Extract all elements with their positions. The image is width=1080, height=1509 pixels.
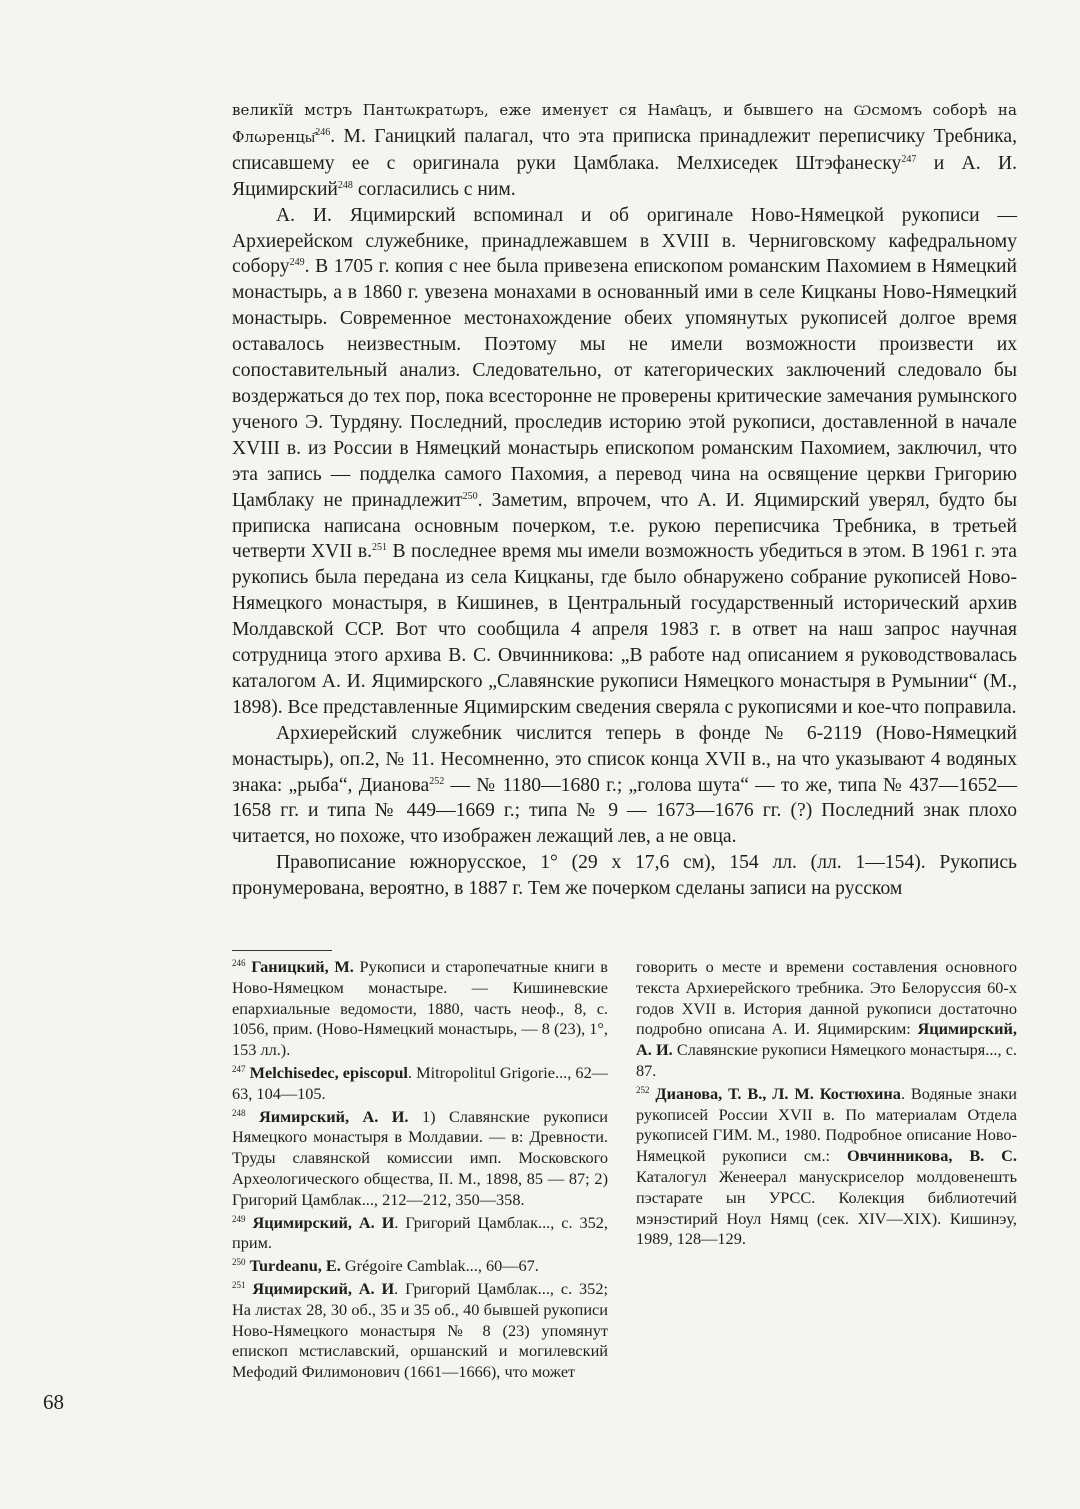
paragraph-4: Правописание южнорусское, 1° (29 х 17,6 см), 154 лл. (лл. 1—154). Рукопись пронумерована, вероятно, в 1887 г. Тем же почерком сделаны записи на русском	[232, 852, 1017, 900]
footnote-ref-250: 250	[462, 490, 478, 502]
footnotes-right-column	[636, 957, 1017, 1252]
footnote-248: $^{248}$ Яимирский, А. И. 1) Славянские рукописи Нямецкого монастыря в Молдавии. — в: Древности. Труды славянской комиссии имп. Московского Археологического общества, II. М., 1898, 85 — 87; 2) Григорий Цамблак..., 212—212, 350—358.	[232, 1106, 608, 1209]
footnote-separator	[232, 950, 332, 951]
page-number: 68	[43, 1390, 64, 1414]
footnotes-left-column	[232, 957, 608, 1385]
slavonic-inscription: великїй мстръ Пантωкратωръ, еже именуєт ся Нам҄ацъ, и бывшего на Ѡсмомъ соборѣ на Флωренцы҄	[232, 101, 1017, 146]
footnote-251-continued: говорить о месте и времени составления основного текста Архиерейского требника. Это Белоруссия 60-х годов XVII в. История данной рукописи достаточно подробно описана А. И. Яцимирским: Яцимирский, А. И. Славянские рукописи Нямецкого монастыря..., с. 87.	[636, 957, 1017, 1080]
footnote-251: $^{251}$ Яцимирский, А. И. Григорий Цамблак..., с. 352; На листах 28, 30 об., 35 и 35 об., 40 бывшей рукописи Ново-Нямецкого монастыря № 8 (23) упомянут епископ мстиславский, оршанский и могилевский Мефодий Филимонович (1661—1666), что может	[232, 1278, 608, 1382]
footnote-ref-247: 247	[901, 153, 917, 165]
footnote-250: $^{250}$ Turdeanu, E. Grégoire Camblak..., 60—67.	[232, 1256, 539, 1276]
footnote-249: $^{249}$ Яцимирский, А. И. Григорий Цамблак..., с. 352, прим.	[232, 1212, 608, 1253]
paragraph-2: А. И. Яцимирский вспоминал и об оригинале Ново-Нямецкой рукописи — Архиерейском служебнике, принадлежавшем в XVIII в. Черниговскому кафедральному собору$^{249}$. В 1705 г. копия с нее была привезена епископом романским Пахомием в Нямецкий монастырь, а в 1860 г. увезена монахами в основанный ими в селе Кицканы Ново-Нямецкий монастырь. Современное местонахождение обеих упомянутых рукописей долгое время оставалось неизвестным. Поэтому мы не имели возможности произвести их сопоставительный анализ. Следовательно, от категорических заключений следовало бы воздержаться до тех пор, пока всесторонне не проверены критические замечания румынского ученого Э. Турдяну. Последний, проследив историю этой рукописи, доставленной в начале XVIII в. из России в Нямецкий монастырь епископом романским Пахомием, заключил, что эта запись — подделка самого Пахомия, а перевод чина на освящение церкви Григорию Цамблаку не принадлежит$^{250}$. Заметим, впрочем, что А. И. Яцимирский уверял, будто бы приписка написана основным почерком, т.е. рукою переписчика Требника, в третьей четверти XVII в.$^{251}$ В последнее время мы имели возможность убедиться в этом. В 1961 г. эта рукопись была передана из села Кицканы, где было обнаружено собрание рукописей Ново-Нямецкого монастыря, в Кишинев, в Центральный государственный исторический архив Молдавской ССР. Вот что сообщила 4 апреля 1983 г. в ответ на наш запрос научная сотрудница этого архива В. С. Овчинникова: „В работе над описанием я руководствовалась каталогом А. И. Яцимирского „Славянские рукописи Нямецкого монастыря в Румынии“ (М., 1898). Все представленные Яцимирским сведения сверяла с рукописями и кое-что поправила.	[232, 204, 1017, 718]
footnote-ref-246: 246	[315, 126, 331, 138]
main-text	[232, 97, 1017, 902]
footnote-ref-248: 248	[337, 179, 353, 191]
paragraph-3: Архиерейский служебник числится теперь в фонде № 6-2119 (Ново-Нямецкий монастырь), оп.2, № 11. Несомненно, это список конца XVII в., на что указывают 4 водяных знака: „рыба“, Дианова$^{252}$ — № 1180—1680 г.; „голова шута“ — то же, типа № 437—1652—1658 гг. и типа № 449—1669 г.; типа № 9 — 1673—1676 гг. (?) Последний знак плохо читается, но похоже, что изображен лежащий лев, а не овца.	[232, 722, 1017, 848]
paragraph-1: великїй мстръ Пантωкратωръ, еже именуєт ся Нам҄ацъ, и бывшего на Ѡсмомъ соборѣ на Флωренцы҄$^{246}$. М. Ганицкий палагал, что эта приписка принадлежит переписчику Требника, списавшему ее с оригинала руки Цамблака. Мелхиседек Штэфанеску$^{247}$ и А. И. Яцимирский$^{248}$ согласились с ним.	[232, 101, 1018, 200]
footnote-247: $^{247}$ Melchisedec, episcopul. Mitropolitul Grigorie..., 62—63, 104—105.	[232, 1062, 608, 1103]
footnote-ref-251: 251	[372, 542, 388, 554]
footnote-246: $^{246}$ Ганицкий, М. Рукописи и старопечатные книги в Ново-Нямецком монастыре. — Кишиневские епархиальные ведомости, 1880, часть неоф., 8, с. 1056, прим. (Ново-Нямецкий монастырь, — 8 (23), 1°, 153 лл.).	[232, 957, 608, 1060]
footnote-ref-252: 252	[429, 775, 445, 787]
footnote-ref-249: 249	[289, 257, 305, 269]
footnote-252: $^{252}$ Дианова, Т. В., Л. М. Костюхина. Водяные знаки рукописей России XVII в. По материалам Отдела рукописей ГИМ. М., 1980. Подробное описание Ново-Нямецкой рукописи см.: Овчинникова, В. С. Каталогул Женеерал манускриселор молдовенешть пэстарате ын УРСС. Колекция библиотечий мэнэстирий Ноул Нямц (сек. XIV—XIX). Кишинэу, 1989, 128—129.	[636, 1083, 1017, 1249]
